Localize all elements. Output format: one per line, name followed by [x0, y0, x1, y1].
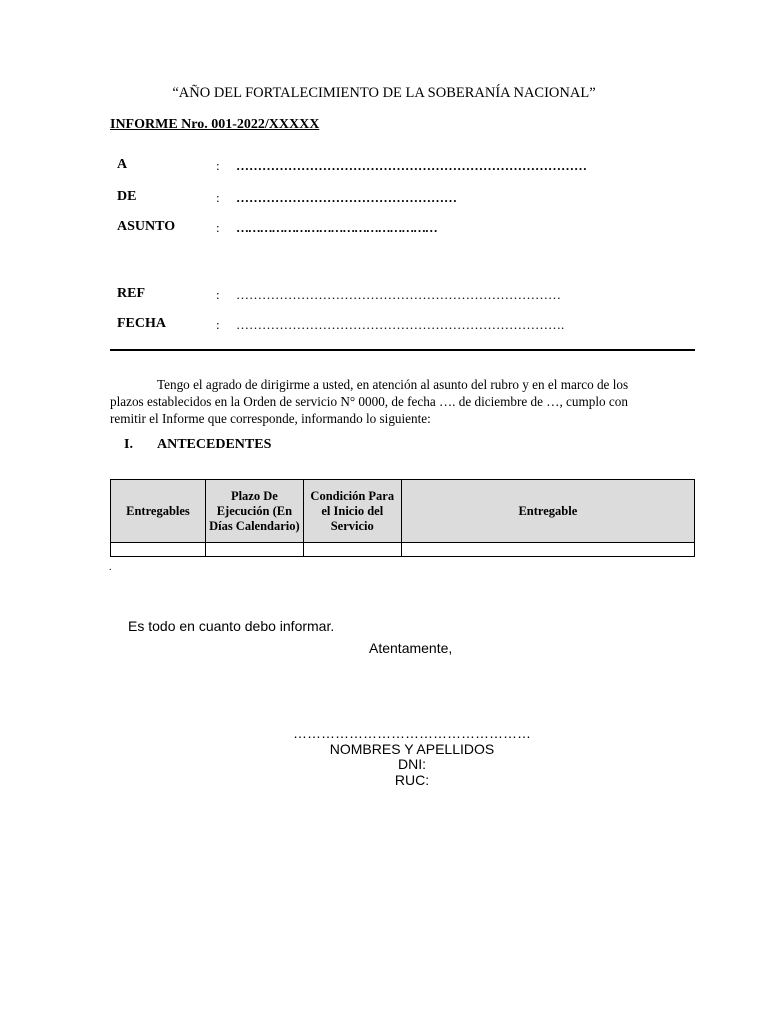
field-label-ref: REF — [117, 286, 145, 301]
header-divider — [110, 349, 695, 351]
intro-paragraph — [110, 376, 695, 427]
signature-line: …………………………………………… — [293, 725, 531, 741]
section-number: I. — [124, 437, 133, 452]
table-header-entregables: Entregables — [111, 480, 206, 543]
section-title: ANTECEDENTES — [157, 437, 272, 452]
signature-ruc: RUC: — [394, 771, 430, 788]
field-colon-ref: : — [216, 287, 220, 302]
closing-text: Es todo en cuanto debo informar. — [128, 618, 335, 634]
field-colon-a: : — [216, 158, 220, 173]
field-value-a: ……………………………………………………………………… — [236, 158, 587, 173]
field-value-ref: ………………………………………………………………… — [236, 287, 561, 302]
field-colon-fecha: : — [216, 317, 220, 332]
field-value-fecha: …………………………………………………………………. — [236, 317, 565, 332]
field-colon-asunto: : — [216, 220, 220, 235]
signature-name: NOMBRES Y APELLIDOS — [329, 740, 495, 757]
table-cell — [303, 543, 401, 557]
antecedentes-table — [110, 479, 695, 557]
field-label-a: A — [117, 157, 128, 172]
signature-dni: DNI: — [398, 756, 426, 772]
intro-line: Tengo el agrado de dirigirme a usted, en atención al asunto del rubro y en el marco de los — [157, 377, 629, 392]
table-header-plazo: Plazo De Ejecución (En Días Calendario) — [205, 480, 303, 543]
table-cell — [205, 543, 303, 557]
table-header-entregable: Entregable — [401, 480, 694, 543]
report-number-heading: INFORME Nro. 001-2022/XXXXX — [110, 117, 320, 132]
table-cell — [401, 543, 694, 557]
field-value-de: …………………………………………… — [236, 190, 457, 205]
table-row — [111, 543, 695, 557]
regards-text: Atentamente, — [369, 640, 453, 656]
field-label-fecha: FECHA — [117, 316, 166, 331]
field-value-asunto: …………………………………………… — [236, 220, 437, 235]
field-label-asunto: ASUNTO — [117, 219, 176, 234]
intro-line: remitir el Informe que corresponde, informando lo siguiente: — [110, 411, 431, 426]
table-header-row — [111, 480, 695, 543]
stray-mark: . — [109, 562, 112, 573]
signature-block — [262, 726, 562, 788]
table-cell — [111, 543, 206, 557]
intro-line: plazos establecidos en la Orden de servicio N° 0000, de fecha …. de diciembre de …, cumplo con — [110, 394, 628, 409]
table-header-condicion: Condición Para el Inicio del Servicio — [303, 480, 401, 543]
field-label-de: DE — [117, 189, 137, 204]
year-title: “AÑO DEL FORTALECIMIENTO DE LA SOBERANÍA NACIONAL” — [172, 85, 596, 101]
field-colon-de: : — [216, 190, 220, 205]
